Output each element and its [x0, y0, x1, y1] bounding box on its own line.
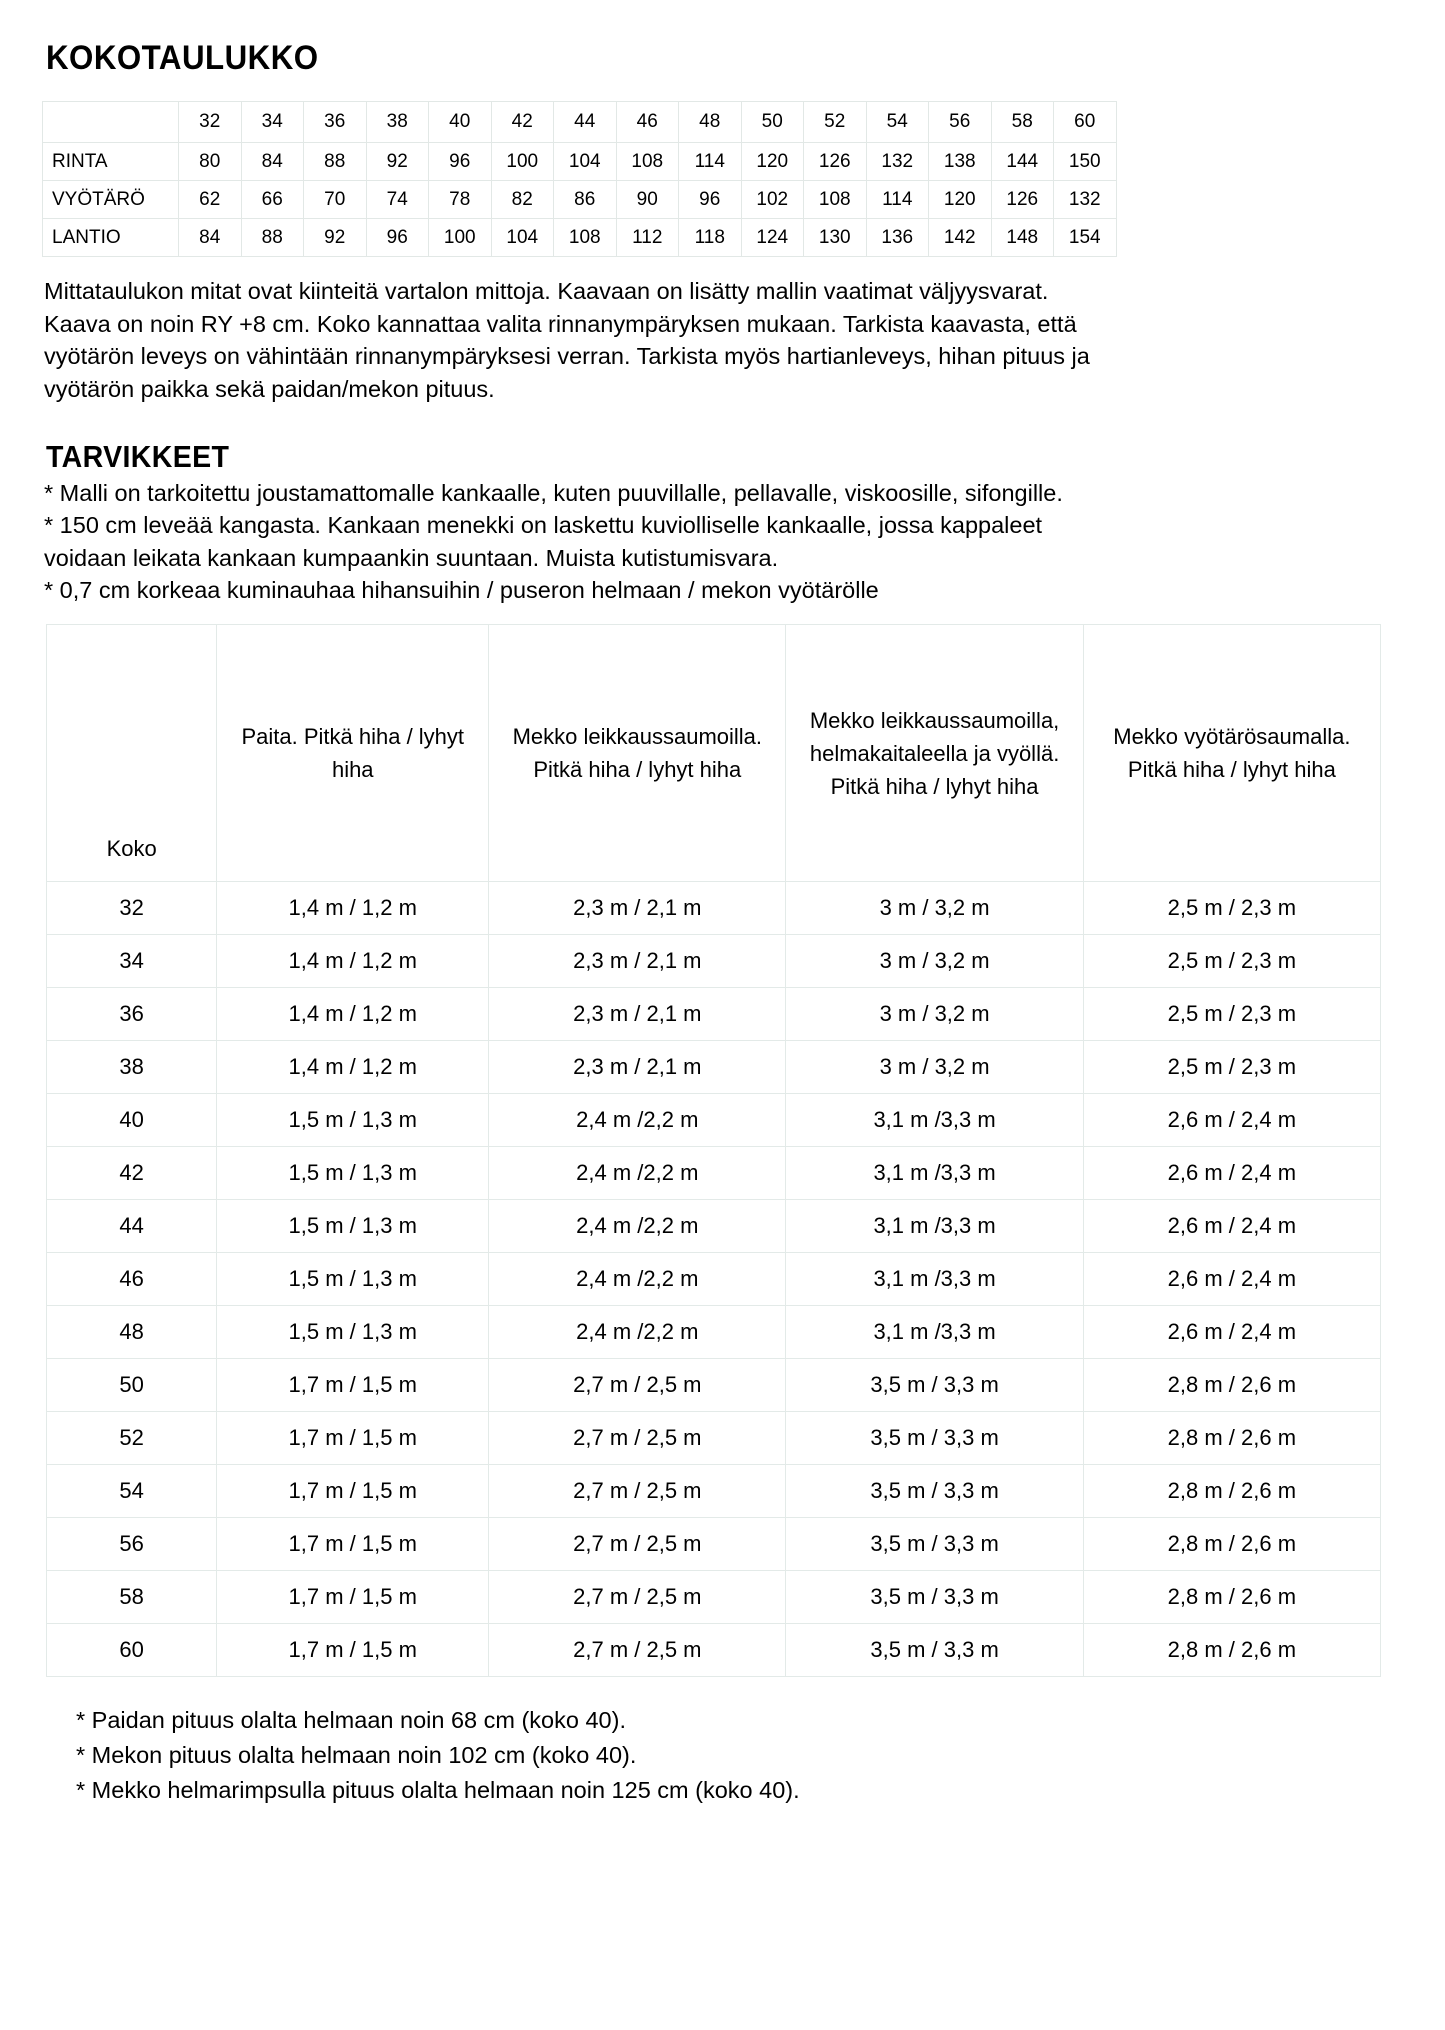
size-chart-size-header: 44 [554, 102, 617, 143]
table-row [47, 1518, 1381, 1571]
table-row [43, 181, 1117, 219]
size-chart-cell: 136 [866, 219, 929, 257]
fabric-cell-koko: 54 [47, 1465, 217, 1518]
size-chart-cell: 100 [429, 219, 492, 257]
fabric-header-mekko-helmakaitaleella: Mekko leikkaussaumoilla, helmakaitaleella ja vyöllä. Pitkä hiha / lyhyt hiha [786, 625, 1083, 882]
size-chart-size-header: 56 [929, 102, 992, 143]
table-row [47, 1624, 1381, 1677]
fabric-header-koko: Koko [47, 625, 217, 882]
footer-notes [76, 1703, 1405, 1807]
table-row [47, 1412, 1381, 1465]
size-chart-cell: 150 [1054, 143, 1117, 181]
size-chart-cell: 120 [929, 181, 992, 219]
table-row [47, 1200, 1381, 1253]
size-chart-cell: 84 [241, 143, 304, 181]
size-chart-cell: 104 [554, 143, 617, 181]
table-row [47, 1094, 1381, 1147]
fabric-cell-mekko-leikkaussaumoilla: 2,4 m /2,2 m [489, 1306, 786, 1359]
size-chart-cell: 108 [616, 143, 679, 181]
fabric-cell-mekko-leikkaussaumoilla: 2,3 m / 2,1 m [489, 935, 786, 988]
fabric-cell-koko: 36 [47, 988, 217, 1041]
fabric-cell-mekko-helmakaitaleella: 3,1 m /3,3 m [786, 1306, 1083, 1359]
size-chart-size-header: 54 [866, 102, 929, 143]
fabric-cell-mekko-leikkaussaumoilla: 2,3 m / 2,1 m [489, 1041, 786, 1094]
fabric-cell-mekko-leikkaussaumoilla: 2,7 m / 2,5 m [489, 1412, 786, 1465]
fabric-cell-mekko-vyotarosaumalla: 2,5 m / 2,3 m [1083, 935, 1380, 988]
table-row [47, 1359, 1381, 1412]
size-chart-corner-cell [43, 102, 179, 143]
fabric-cell-mekko-leikkaussaumoilla: 2,4 m /2,2 m [489, 1147, 786, 1200]
size-chart-size-header: 42 [491, 102, 554, 143]
spacer [42, 405, 1405, 439]
fabric-cell-mekko-helmakaitaleella: 3,5 m / 3,3 m [786, 1571, 1083, 1624]
size-chart-cell: 84 [179, 219, 242, 257]
size-chart-row-label: LANTIO [43, 219, 179, 257]
size-chart-cell: 118 [679, 219, 742, 257]
supplies-line: * 150 cm leveää kangasta. Kankaan menekki on laskettu kuviolliselle kankaalle, jossa kappaleet voidaan leikata kankaan kumpaankin suuntaan. Muista kutistumisvara. [44, 512, 1043, 571]
supplies-list [42, 477, 1405, 607]
size-chart-row-label: VYÖTÄRÖ [43, 181, 179, 219]
size-chart-cell: 114 [866, 181, 929, 219]
fabric-cell-mekko-leikkaussaumoilla: 2,7 m / 2,5 m [489, 1518, 786, 1571]
page-title: KOKOTAULUKKO [46, 39, 319, 77]
size-chart-cell: 62 [179, 181, 242, 219]
size-chart-cell: 92 [304, 219, 367, 257]
size-chart-cell: 88 [241, 219, 304, 257]
size-chart-size-header: 50 [741, 102, 804, 143]
fabric-cell-paita: 1,7 m / 1,5 m [217, 1571, 489, 1624]
size-chart-cell: 108 [804, 181, 867, 219]
size-chart-cell: 100 [491, 143, 554, 181]
table-row [47, 1041, 1381, 1094]
size-chart-size-header: 36 [304, 102, 367, 143]
size-chart-cell: 96 [429, 143, 492, 181]
fabric-cell-koko: 44 [47, 1200, 217, 1253]
size-chart-cell: 74 [366, 181, 429, 219]
fabric-header-mekko-leikkaussaumoilla: Mekko leikkaussaumoilla. Pitkä hiha / lyhyt hiha [489, 625, 786, 882]
fabric-cell-mekko-helmakaitaleella: 3,1 m /3,3 m [786, 1200, 1083, 1253]
size-chart-size-header: 40 [429, 102, 492, 143]
size-chart-cell: 138 [929, 143, 992, 181]
size-chart-size-header: 58 [991, 102, 1054, 143]
supplies-line: * Malli on tarkoitettu joustamattomalle kankaalle, kuten puuvillalle, pellavalle, viskoosille, sifongille. [44, 479, 1063, 506]
fabric-cell-mekko-helmakaitaleella: 3,1 m /3,3 m [786, 1094, 1083, 1147]
fabric-cell-mekko-vyotarosaumalla: 2,8 m / 2,6 m [1083, 1624, 1380, 1677]
size-chart-cell: 124 [741, 219, 804, 257]
fabric-cell-mekko-vyotarosaumalla: 2,8 m / 2,6 m [1083, 1412, 1380, 1465]
fabric-cell-paita: 1,5 m / 1,3 m [217, 1200, 489, 1253]
fabric-cell-mekko-leikkaussaumoilla: 2,4 m /2,2 m [489, 1253, 786, 1306]
size-chart-cell: 108 [554, 219, 617, 257]
footer-note: * Mekon pituus olalta helmaan noin 102 cm (koko 40). [76, 1742, 637, 1769]
fabric-cell-mekko-leikkaussaumoilla: 2,3 m / 2,1 m [489, 882, 786, 935]
size-chart-cell: 144 [991, 143, 1054, 181]
fabric-cell-mekko-helmakaitaleella: 3,5 m / 3,3 m [786, 1412, 1083, 1465]
size-chart-cell: 130 [804, 219, 867, 257]
fabric-cell-mekko-vyotarosaumalla: 2,6 m / 2,4 m [1083, 1200, 1380, 1253]
table-row [47, 1571, 1381, 1624]
fabric-cell-mekko-helmakaitaleella: 3 m / 3,2 m [786, 988, 1083, 1041]
size-chart-size-header: 32 [179, 102, 242, 143]
fabric-cell-paita: 1,4 m / 1,2 m [217, 882, 489, 935]
fabric-cell-paita: 1,7 m / 1,5 m [217, 1359, 489, 1412]
fabric-header-mekko-vyotarosaumalla: Mekko vyötärösaumalla. Pitkä hiha / lyhyt hiha [1083, 625, 1380, 882]
size-chart-cell: 104 [491, 219, 554, 257]
fabric-cell-koko: 56 [47, 1518, 217, 1571]
size-chart-row-label: RINTA [43, 143, 179, 181]
size-chart-cell: 92 [366, 143, 429, 181]
size-chart-cell: 86 [554, 181, 617, 219]
fabric-cell-paita: 1,7 m / 1,5 m [217, 1412, 489, 1465]
table-row [43, 219, 1117, 257]
size-chart-cell: 70 [304, 181, 367, 219]
fabric-cell-mekko-helmakaitaleella: 3,5 m / 3,3 m [786, 1624, 1083, 1677]
size-chart-cell: 82 [491, 181, 554, 219]
size-chart-size-header: 48 [679, 102, 742, 143]
fabric-cell-koko: 48 [47, 1306, 217, 1359]
fabric-cell-koko: 52 [47, 1412, 217, 1465]
size-chart-size-header: 52 [804, 102, 867, 143]
table-row [47, 1306, 1381, 1359]
size-chart-cell: 126 [991, 181, 1054, 219]
size-chart-size-header: 46 [616, 102, 679, 143]
fabric-cell-paita: 1,4 m / 1,2 m [217, 1041, 489, 1094]
size-chart-cell: 112 [616, 219, 679, 257]
table-row [47, 935, 1381, 988]
fabric-requirement-table [46, 624, 1381, 1677]
fabric-cell-mekko-vyotarosaumalla: 2,6 m / 2,4 m [1083, 1306, 1380, 1359]
fabric-cell-koko: 50 [47, 1359, 217, 1412]
size-chart-size-header: 34 [241, 102, 304, 143]
fabric-cell-mekko-helmakaitaleella: 3,5 m / 3,3 m [786, 1518, 1083, 1571]
size-chart-cell: 132 [1054, 181, 1117, 219]
size-chart-cell: 96 [679, 181, 742, 219]
fabric-cell-mekko-helmakaitaleella: 3 m / 3,2 m [786, 882, 1083, 935]
fabric-cell-mekko-vyotarosaumalla: 2,8 m / 2,6 m [1083, 1359, 1380, 1412]
fabric-cell-mekko-leikkaussaumoilla: 2,7 m / 2,5 m [489, 1624, 786, 1677]
size-chart-cell: 126 [804, 143, 867, 181]
fabric-cell-paita: 1,5 m / 1,3 m [217, 1147, 489, 1200]
size-chart-cell: 132 [866, 143, 929, 181]
fabric-cell-paita: 1,7 m / 1,5 m [217, 1465, 489, 1518]
fabric-cell-mekko-vyotarosaumalla: 2,5 m / 2,3 m [1083, 882, 1380, 935]
fabric-cell-mekko-leikkaussaumoilla: 2,7 m / 2,5 m [489, 1571, 786, 1624]
fabric-table-head [47, 625, 1381, 882]
fabric-cell-koko: 32 [47, 882, 217, 935]
table-row [47, 1465, 1381, 1518]
fabric-cell-mekko-vyotarosaumalla: 2,6 m / 2,4 m [1083, 1253, 1380, 1306]
fabric-cell-koko: 60 [47, 1624, 217, 1677]
fabric-cell-mekko-vyotarosaumalla: 2,5 m / 2,3 m [1083, 988, 1380, 1041]
table-row [47, 882, 1381, 935]
fabric-cell-paita: 1,5 m / 1,3 m [217, 1094, 489, 1147]
fabric-cell-mekko-helmakaitaleella: 3 m / 3,2 m [786, 1041, 1083, 1094]
fabric-cell-mekko-helmakaitaleella: 3,1 m /3,3 m [786, 1147, 1083, 1200]
size-chart-cell: 88 [304, 143, 367, 181]
fabric-cell-paita: 1,4 m / 1,2 m [217, 935, 489, 988]
fabric-table-body [47, 882, 1381, 1677]
fabric-cell-mekko-leikkaussaumoilla: 2,3 m / 2,1 m [489, 988, 786, 1041]
size-chart-cell: 90 [616, 181, 679, 219]
fabric-cell-mekko-leikkaussaumoilla: 2,4 m /2,2 m [489, 1200, 786, 1253]
fabric-table-header-row [47, 625, 1381, 882]
intro-paragraph: Mittataulukon mitat ovat kiinteitä vartalon mittoja. Kaavaan on lisätty mallin vaatimat väljyysvarat. Kaava on noin RY +8 cm. Koko kannattaa valita rinnanympäryksen mukaan. Tarkista kaavasta, että vyötärön leveys on vähintään rinnanympäryksesi verran. Tarkista myös hartianleveys, hihan pituus ja vyötärön paikka sekä paidan/mekon pituus. [44, 278, 1090, 402]
table-row [47, 1147, 1381, 1200]
fabric-cell-koko: 42 [47, 1147, 217, 1200]
table-row [47, 988, 1381, 1041]
fabric-cell-mekko-helmakaitaleella: 3 m / 3,2 m [786, 935, 1083, 988]
fabric-cell-paita: 1,5 m / 1,3 m [217, 1253, 489, 1306]
size-chart-cell: 142 [929, 219, 992, 257]
fabric-cell-mekko-leikkaussaumoilla: 2,7 m / 2,5 m [489, 1359, 786, 1412]
fabric-cell-mekko-leikkaussaumoilla: 2,7 m / 2,5 m [489, 1465, 786, 1518]
fabric-cell-koko: 40 [47, 1094, 217, 1147]
fabric-cell-paita: 1,7 m / 1,5 m [217, 1518, 489, 1571]
size-chart-cell: 102 [741, 181, 804, 219]
fabric-cell-paita: 1,7 m / 1,5 m [217, 1624, 489, 1677]
fabric-cell-paita: 1,4 m / 1,2 m [217, 988, 489, 1041]
fabric-cell-koko: 34 [47, 935, 217, 988]
size-chart-cell: 120 [741, 143, 804, 181]
supplies-title: TARVIKKEET [46, 439, 230, 475]
size-chart-table [42, 101, 1117, 257]
size-chart-cell: 96 [366, 219, 429, 257]
size-chart-size-header: 60 [1054, 102, 1117, 143]
table-row [47, 1253, 1381, 1306]
size-chart-cell: 66 [241, 181, 304, 219]
footer-note: * Paidan pituus olalta helmaan noin 68 cm (koko 40). [76, 1707, 626, 1734]
fabric-cell-mekko-vyotarosaumalla: 2,8 m / 2,6 m [1083, 1518, 1380, 1571]
size-chart-size-header: 38 [366, 102, 429, 143]
fabric-cell-mekko-vyotarosaumalla: 2,6 m / 2,4 m [1083, 1147, 1380, 1200]
fabric-cell-mekko-vyotarosaumalla: 2,5 m / 2,3 m [1083, 1041, 1380, 1094]
footer-note: * Mekko helmarimpsulla pituus olalta helmaan noin 125 cm (koko 40). [76, 1776, 800, 1803]
fabric-cell-mekko-leikkaussaumoilla: 2,4 m /2,2 m [489, 1094, 786, 1147]
size-chart-cell: 114 [679, 143, 742, 181]
fabric-cell-paita: 1,5 m / 1,3 m [217, 1306, 489, 1359]
fabric-cell-mekko-helmakaitaleella: 3,1 m /3,3 m [786, 1253, 1083, 1306]
size-chart-body [43, 102, 1117, 257]
fabric-cell-mekko-vyotarosaumalla: 2,6 m / 2,4 m [1083, 1094, 1380, 1147]
size-chart-cell: 148 [991, 219, 1054, 257]
fabric-cell-mekko-helmakaitaleella: 3,5 m / 3,3 m [786, 1465, 1083, 1518]
fabric-header-paita: Paita. Pitkä hiha / lyhyt hiha [217, 625, 489, 882]
size-chart-cell: 78 [429, 181, 492, 219]
size-chart-cell: 80 [179, 143, 242, 181]
fabric-cell-koko: 38 [47, 1041, 217, 1094]
fabric-cell-koko: 46 [47, 1253, 217, 1306]
fabric-cell-mekko-vyotarosaumalla: 2,8 m / 2,6 m [1083, 1465, 1380, 1518]
fabric-cell-mekko-vyotarosaumalla: 2,8 m / 2,6 m [1083, 1571, 1380, 1624]
size-chart-header-row [43, 102, 1117, 143]
fabric-cell-koko: 58 [47, 1571, 217, 1624]
table-row [43, 143, 1117, 181]
fabric-cell-mekko-helmakaitaleella: 3,5 m / 3,3 m [786, 1359, 1083, 1412]
supplies-line: * 0,7 cm korkeaa kuminauhaa hihansuihin / puseron helmaan / mekon vyötärölle [44, 576, 879, 603]
size-chart-cell: 154 [1054, 219, 1117, 257]
